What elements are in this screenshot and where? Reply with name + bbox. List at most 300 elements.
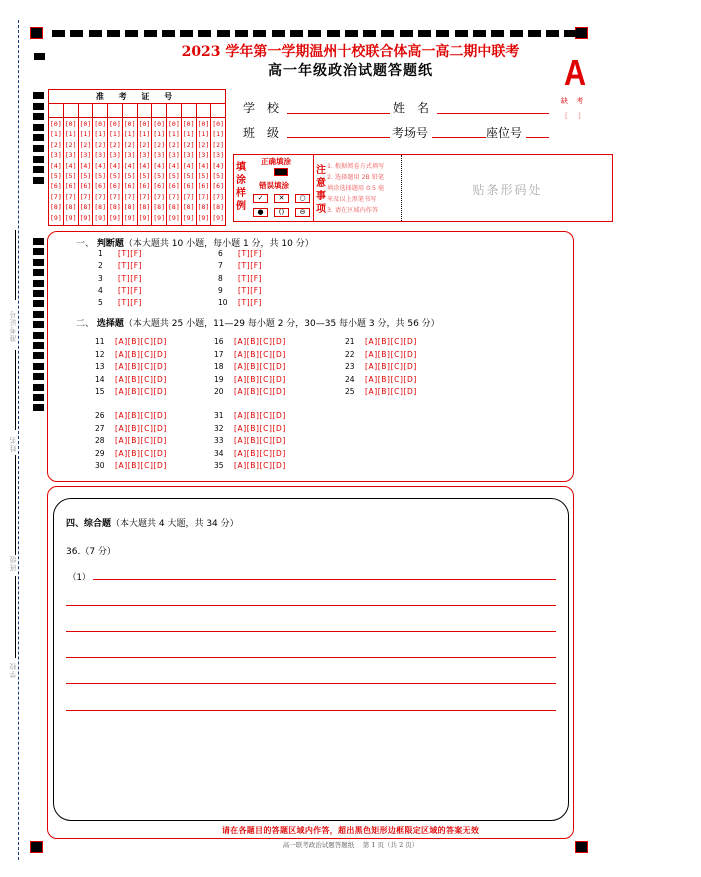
digit-bubble[interactable]: [3] — [109, 151, 121, 160]
timing-mark — [33, 248, 44, 255]
question-number: 27 — [95, 423, 105, 433]
admission-digit-write-cell[interactable] — [167, 104, 182, 117]
admission-digit-write-cell[interactable] — [138, 104, 153, 117]
timing-mark — [345, 30, 358, 37]
question-number: 9 — [218, 285, 223, 295]
digit-bubble[interactable]: [8] — [212, 203, 224, 212]
question-number: 17 — [214, 349, 224, 359]
digit-bubble[interactable]: [8] — [123, 203, 136, 212]
answer-bubbles[interactable]: [A][B][C][D] — [234, 387, 286, 396]
question-row — [218, 249, 262, 258]
answer-bubbles[interactable]: [A][B][C][D] — [234, 349, 286, 359]
digit-bubble[interactable]: [3] — [182, 151, 195, 160]
question-row — [218, 274, 262, 283]
answer-bubbles[interactable]: [A][B][C][D] — [115, 436, 167, 445]
answer-bubbles[interactable]: [A][B][C][D] — [234, 362, 286, 371]
digit-bubble[interactable]: [8] — [64, 203, 77, 212]
answer-bubbles[interactable]: [A][B][C][D] — [115, 374, 167, 384]
digit-bubble[interactable]: [1] — [94, 130, 106, 139]
digit-bubble[interactable]: [9] — [64, 213, 77, 222]
seat-label: 座位号 — [486, 126, 523, 140]
school-input-line[interactable] — [287, 113, 390, 114]
digit-bubble[interactable]: [1] — [50, 130, 62, 139]
digit-bubble[interactable]: [3] — [94, 151, 106, 160]
digit-bubble[interactable]: [9] — [212, 213, 224, 222]
digit-bubble[interactable]: [5] — [182, 172, 195, 181]
timing-mark — [33, 394, 44, 401]
digit-bubble[interactable]: [1] — [153, 130, 165, 139]
subjective-answer-panel — [47, 486, 574, 839]
question-row — [95, 362, 167, 371]
digit-bubble[interactable]: [3] — [64, 151, 77, 160]
question-number: 22 — [345, 349, 355, 359]
class-input-line[interactable] — [287, 137, 390, 138]
answer-bubbles[interactable]: [T][F] — [238, 285, 263, 295]
digit-bubble[interactable]: [7] — [50, 192, 62, 201]
digit-bubble[interactable]: [4] — [197, 161, 210, 170]
digit-bubble[interactable]: [3] — [123, 151, 136, 160]
timing-mark — [33, 92, 44, 99]
digit-bubble[interactable]: [2] — [50, 140, 62, 149]
timing-mark — [418, 30, 431, 37]
digit-bubble[interactable]: [7] — [182, 192, 195, 201]
question-number: 13 — [95, 362, 105, 371]
digit-bubble[interactable]: [6] — [138, 182, 151, 191]
answer-bubbles[interactable]: [A][B][C][D] — [115, 337, 167, 346]
timing-mark — [33, 134, 44, 141]
question-number: 14 — [95, 374, 105, 384]
notice-item: 3. 请在区域内作答 — [327, 207, 379, 214]
digit-bubble[interactable]: [0] — [212, 120, 224, 128]
question-number: 8 — [218, 273, 223, 283]
question-number: 33 — [214, 436, 224, 445]
admission-digit-column — [152, 118, 167, 225]
answer-line[interactable] — [66, 631, 556, 632]
digit-bubble[interactable]: [5] — [212, 172, 224, 181]
binding-solid-line — [15, 350, 16, 430]
answer-bubbles[interactable]: [A][B][C][D] — [234, 448, 286, 458]
digit-bubble[interactable]: [5] — [50, 172, 62, 181]
admission-digit-column — [108, 118, 123, 225]
digit-bubble[interactable]: [9] — [168, 213, 180, 222]
answer-bubbles[interactable]: [A][B][C][D] — [115, 423, 167, 433]
digit-bubble[interactable]: [1] — [109, 130, 121, 139]
digit-bubble[interactable]: [8] — [94, 203, 106, 212]
timing-mark — [33, 342, 44, 349]
absent-checkbox[interactable]: [ ] — [565, 112, 585, 120]
question-row — [98, 274, 142, 283]
admission-digit-write-cell[interactable] — [123, 104, 138, 117]
timing-mark — [308, 30, 321, 37]
timing-mark — [272, 30, 285, 37]
timing-mark — [564, 30, 577, 37]
section1-heading: 一、 判断题（本大题共 10 小题，每小题 1 分，共 10 分） — [76, 239, 314, 249]
digit-bubble[interactable]: [6] — [64, 182, 77, 191]
timing-mark — [363, 30, 376, 37]
timing-mark — [198, 30, 211, 37]
digit-bubble[interactable]: [2] — [64, 140, 77, 149]
admission-number-label: 准 考 证 号 — [49, 90, 225, 104]
digit-bubble[interactable]: [2] — [138, 140, 151, 149]
digit-bubble[interactable]: [4] — [168, 161, 180, 170]
admission-number-write-row[interactable] — [49, 104, 225, 118]
answer-bubbles[interactable]: [A][B][C][D] — [234, 423, 286, 433]
digit-bubble[interactable]: [2] — [153, 140, 165, 149]
answer-area-warning: 请在各题目的答题区域内作答，超出黑色矩形边框限定区域的答案无效 — [221, 826, 480, 835]
answer-bubbles[interactable]: [T][F] — [238, 298, 263, 308]
admission-digit-write-cell[interactable] — [152, 104, 167, 117]
admission-digit-write-cell[interactable] — [108, 104, 123, 117]
seat-input-line[interactable] — [526, 137, 549, 138]
question-row — [95, 387, 167, 396]
question-row — [95, 436, 167, 445]
question-number: 19 — [214, 374, 224, 384]
digit-bubble[interactable]: [1] — [197, 130, 210, 139]
digit-bubble[interactable]: [3] — [168, 151, 180, 160]
section2-heading: 二、 选择题（本大题共 25 小题，11—29 每小题 2 分，30—35 每小题 3 分，共 56 分） — [76, 319, 440, 329]
digit-bubble[interactable]: [6] — [168, 182, 180, 191]
digit-bubble[interactable]: [5] — [79, 172, 92, 181]
digit-bubble[interactable]: [9] — [182, 213, 195, 222]
question-number: 1 — [98, 249, 103, 258]
question-number: 10 — [218, 298, 228, 308]
answer-bubbles[interactable]: [A][B][C][D] — [234, 461, 286, 470]
digit-bubble[interactable]: [4] — [212, 161, 224, 170]
digit-bubble[interactable]: [7] — [153, 192, 165, 201]
answer-bubbles[interactable]: [T][F] — [118, 273, 143, 283]
digit-bubble[interactable]: [3] — [79, 151, 92, 160]
digit-bubble[interactable]: [8] — [182, 203, 195, 212]
digit-bubble[interactable]: [5] — [123, 172, 136, 181]
digit-bubble[interactable]: [9] — [197, 213, 210, 222]
barcode-area — [401, 155, 613, 221]
question-row — [95, 350, 167, 359]
answer-region-border — [53, 498, 569, 821]
question-number: 15 — [95, 387, 105, 396]
page-footer: 高一联考政治试题答题纸 第 1 页（共 2 页） — [282, 841, 419, 849]
answer-bubbles[interactable]: [T][F] — [238, 273, 263, 283]
question-number: 24 — [345, 374, 355, 384]
notice-item: 1. 根据阅卷方式填写 — [327, 163, 385, 170]
timing-mark — [180, 30, 193, 37]
question-row — [218, 286, 262, 295]
admission-digit-write-cell[interactable] — [182, 104, 197, 117]
question-row — [345, 362, 417, 371]
name-input-line[interactable] — [437, 113, 549, 114]
digit-bubble[interactable]: [4] — [64, 161, 77, 170]
digit-bubble[interactable]: [1] — [138, 130, 151, 139]
question-number: 30 — [95, 461, 105, 470]
digit-bubble[interactable]: [5] — [197, 172, 210, 181]
question-row — [98, 249, 142, 258]
digit-bubble[interactable]: [7] — [168, 192, 180, 201]
school-label: 学 校 — [243, 101, 280, 115]
answer-line[interactable] — [66, 605, 556, 606]
digit-bubble[interactable]: [7] — [79, 192, 92, 201]
admission-digit-write-cell[interactable] — [211, 104, 225, 117]
digit-bubble[interactable]: [4] — [94, 161, 106, 170]
question-number: 28 — [95, 436, 105, 445]
question-row — [95, 449, 167, 458]
question-row — [214, 461, 286, 470]
digit-bubble[interactable]: [4] — [182, 161, 195, 170]
digit-bubble[interactable]: [5] — [109, 172, 121, 181]
digit-bubble[interactable]: [8] — [50, 203, 62, 212]
answer-bubbles[interactable]: [A][B][C][D] — [365, 337, 417, 346]
digit-bubble[interactable]: [6] — [182, 182, 195, 191]
digit-bubble[interactable]: [5] — [138, 172, 151, 181]
answer-line[interactable] — [93, 579, 556, 580]
answer-bubbles[interactable]: [T][F] — [238, 261, 263, 271]
question-36-label: 36.（7 分） — [66, 547, 116, 557]
answer-bubbles[interactable]: [T][F] — [118, 285, 143, 295]
digit-bubble[interactable]: [1] — [212, 130, 224, 139]
question-number: 32 — [214, 423, 224, 433]
digit-bubble[interactable]: [9] — [50, 213, 62, 222]
digit-bubble[interactable]: [9] — [109, 213, 121, 222]
digit-bubble[interactable]: [6] — [212, 182, 224, 191]
room-input-line[interactable] — [432, 137, 486, 138]
question-row — [214, 436, 286, 445]
digit-bubble[interactable]: [6] — [153, 182, 165, 191]
digit-bubble[interactable]: [6] — [79, 182, 92, 191]
digit-bubble[interactable]: [5] — [153, 172, 165, 181]
answer-bubbles[interactable]: [A][B][C][D] — [234, 411, 286, 420]
admission-digit-write-cell[interactable] — [93, 104, 108, 117]
digit-bubble[interactable]: [0] — [197, 120, 210, 128]
timing-mark — [33, 311, 44, 318]
question-row — [95, 424, 167, 433]
wrong-sample-dot-icon: ● — [253, 208, 268, 217]
digit-bubble[interactable]: [4] — [123, 161, 136, 170]
digit-bubble[interactable]: [7] — [197, 192, 210, 201]
digit-bubble[interactable]: [7] — [212, 192, 224, 201]
admission-digit-column — [123, 118, 138, 225]
timing-mark — [33, 363, 44, 370]
timing-mark — [33, 290, 44, 297]
timing-mark — [33, 404, 44, 411]
binding-solid-line — [15, 230, 16, 300]
digit-bubble[interactable]: [0] — [109, 120, 121, 128]
answer-bubbles[interactable]: [A][B][C][D] — [365, 362, 417, 371]
question-row — [214, 449, 286, 458]
answer-bubbles[interactable]: [A][B][C][D] — [115, 461, 167, 470]
digit-bubble[interactable]: [7] — [109, 192, 121, 201]
digit-bubble[interactable]: [8] — [109, 203, 121, 212]
digit-bubble[interactable]: [8] — [197, 203, 210, 212]
question-row — [214, 337, 286, 346]
answer-bubbles[interactable]: [A][B][C][D] — [115, 349, 167, 359]
timing-mark — [52, 30, 65, 37]
digit-bubble[interactable]: [2] — [123, 140, 136, 149]
digit-bubble[interactable]: [2] — [109, 140, 121, 149]
answer-line[interactable] — [66, 710, 556, 711]
question-number: 11 — [95, 337, 105, 346]
answer-bubbles[interactable]: [T][F] — [118, 298, 143, 308]
digit-bubble[interactable]: [0] — [138, 120, 151, 128]
digit-bubble[interactable]: [5] — [168, 172, 180, 181]
digit-bubble[interactable]: [1] — [182, 130, 195, 139]
admission-digit-column — [93, 118, 108, 225]
question-number: 18 — [214, 362, 224, 371]
binding-label-school: 学校 — [9, 662, 17, 678]
timing-mark — [33, 384, 44, 391]
answer-bubbles[interactable]: [A][B][C][D] — [115, 411, 167, 420]
digit-bubble[interactable]: [7] — [138, 192, 151, 201]
digit-bubble[interactable]: [8] — [153, 203, 165, 212]
digit-bubble[interactable]: [7] — [123, 192, 136, 201]
digit-bubble[interactable]: [6] — [94, 182, 106, 191]
fill-example-vertical-label: 填涂样例 — [236, 162, 246, 212]
question-row — [345, 375, 417, 384]
digit-bubble[interactable]: [2] — [197, 140, 210, 149]
timing-mark — [125, 30, 138, 37]
timing-mark — [33, 177, 44, 184]
digit-bubble[interactable]: [2] — [79, 140, 92, 149]
digit-bubble[interactable]: [4] — [153, 161, 165, 170]
digit-bubble[interactable]: [9] — [79, 213, 92, 222]
digit-bubble[interactable]: [0] — [153, 120, 165, 128]
digit-bubble[interactable]: [9] — [123, 213, 136, 222]
version-letter: A — [563, 52, 587, 93]
timing-mark — [491, 30, 504, 37]
question-row — [214, 375, 286, 384]
digit-bubble[interactable]: [1] — [168, 130, 180, 139]
answer-bubbles[interactable]: [A][B][C][D] — [234, 374, 286, 384]
notice-panel — [314, 155, 402, 221]
answer-bubbles[interactable]: [A][B][C][D] — [115, 387, 167, 396]
question-number: 35 — [214, 461, 224, 470]
admission-digit-write-cell[interactable] — [49, 104, 64, 117]
digit-bubble[interactable]: [3] — [197, 151, 210, 160]
admission-digit-write-cell[interactable] — [197, 104, 212, 117]
digit-bubble[interactable]: [5] — [64, 172, 77, 181]
digit-bubble[interactable]: [0] — [64, 120, 77, 128]
question-number: 3 — [98, 273, 103, 283]
timing-mark — [510, 30, 523, 37]
digit-bubble[interactable]: [4] — [109, 161, 121, 170]
timing-mark — [144, 30, 157, 37]
answer-bubbles[interactable]: [A][B][C][D] — [365, 374, 417, 384]
answer-bubbles[interactable]: [A][B][C][D] — [115, 362, 167, 371]
digit-bubble[interactable]: [1] — [79, 130, 92, 139]
timing-mark — [455, 30, 468, 37]
timing-mark — [473, 30, 486, 37]
question-number: 6 — [218, 249, 223, 258]
admission-digit-write-cell[interactable] — [79, 104, 94, 117]
answer-bubbles[interactable]: [T][F] — [118, 249, 143, 258]
admission-digit-column — [64, 118, 79, 225]
answer-line[interactable] — [66, 657, 556, 658]
admission-number-bubbles — [49, 118, 225, 225]
answer-bubbles[interactable]: [T][F] — [118, 261, 143, 271]
digit-bubble[interactable]: [7] — [64, 192, 77, 201]
digit-bubble[interactable]: [6] — [197, 182, 210, 191]
timing-mark — [70, 30, 83, 37]
digit-bubble[interactable]: [4] — [79, 161, 92, 170]
digit-bubble[interactable]: [4] — [50, 161, 62, 170]
digit-bubble[interactable]: [8] — [168, 203, 180, 212]
digit-bubble[interactable]: [9] — [138, 213, 151, 222]
question-row — [95, 375, 167, 384]
digit-bubble[interactable]: [7] — [94, 192, 106, 201]
answer-bubbles[interactable]: [T][F] — [238, 249, 263, 258]
digit-bubble[interactable]: [3] — [138, 151, 151, 160]
sub-question-1-label: （1） — [68, 573, 91, 583]
digit-bubble[interactable]: [6] — [50, 182, 62, 191]
digit-bubble[interactable]: [0] — [79, 120, 92, 128]
timing-mark — [33, 352, 44, 359]
notice-item: 填涂选择题用 0.5 毫 — [327, 185, 385, 192]
digit-bubble[interactable]: [6] — [109, 182, 121, 191]
digit-bubble[interactable]: [1] — [123, 130, 136, 139]
digit-bubble[interactable]: [8] — [79, 203, 92, 212]
digit-bubble[interactable]: [9] — [153, 213, 165, 222]
digit-bubble[interactable]: [0] — [94, 120, 106, 128]
answer-bubbles[interactable]: [A][B][C][D] — [115, 448, 167, 458]
question-row — [98, 261, 142, 270]
timing-mark — [33, 113, 44, 120]
digit-bubble[interactable]: [0] — [123, 120, 136, 128]
question-number: 34 — [214, 448, 224, 458]
question-row — [214, 350, 286, 359]
question-number: 23 — [345, 362, 355, 371]
admission-digit-column — [138, 118, 153, 225]
digit-bubble[interactable]: [0] — [182, 120, 195, 128]
digit-bubble[interactable]: [0] — [50, 120, 62, 128]
class-label: 班 级 — [243, 126, 280, 140]
digit-bubble[interactable]: [3] — [50, 151, 62, 160]
binding-solid-line — [15, 455, 16, 555]
admission-digit-column — [49, 118, 64, 225]
question-row — [345, 387, 417, 396]
digit-bubble[interactable]: [9] — [94, 213, 106, 222]
timing-mark — [546, 30, 559, 37]
digit-bubble[interactable]: [2] — [182, 140, 195, 149]
admission-digit-write-cell[interactable] — [64, 104, 79, 117]
question-row — [218, 261, 262, 270]
digit-bubble[interactable]: [2] — [212, 140, 224, 149]
digit-bubble[interactable]: [5] — [94, 172, 106, 181]
digit-bubble[interactable]: [3] — [153, 151, 165, 160]
answer-bubbles[interactable]: [A][B][C][D] — [365, 349, 417, 359]
digit-bubble[interactable]: [8] — [138, 203, 151, 212]
digit-bubble[interactable]: [6] — [123, 182, 136, 191]
answer-bubbles[interactable]: [A][B][C][D] — [365, 387, 417, 396]
notice-item: 2. 选择题用 2B 铅笔 — [327, 174, 385, 181]
timing-mark — [33, 156, 44, 163]
sheet-subtitle: 高一年级政治试题答题纸 — [268, 63, 433, 79]
digit-bubble[interactable]: [1] — [64, 130, 77, 139]
digit-bubble[interactable]: [2] — [94, 140, 106, 149]
timing-mark — [33, 238, 44, 245]
admission-digit-column — [167, 118, 182, 225]
question-number: 5 — [98, 298, 103, 308]
question-number: 7 — [218, 261, 223, 271]
timing-mark — [436, 30, 449, 37]
corner-mark-top-left — [30, 27, 43, 39]
question-row — [98, 286, 142, 295]
answer-bubbles[interactable]: [A][B][C][D] — [234, 337, 286, 346]
digit-bubble[interactable]: [0] — [168, 120, 180, 128]
digit-bubble[interactable]: [2] — [168, 140, 180, 149]
digit-bubble[interactable]: [3] — [212, 151, 224, 160]
question-row — [218, 298, 262, 307]
answer-bubbles[interactable]: [A][B][C][D] — [234, 436, 286, 445]
question-row — [214, 387, 286, 396]
digit-bubble[interactable]: [4] — [138, 161, 151, 170]
answer-line[interactable] — [66, 683, 556, 684]
